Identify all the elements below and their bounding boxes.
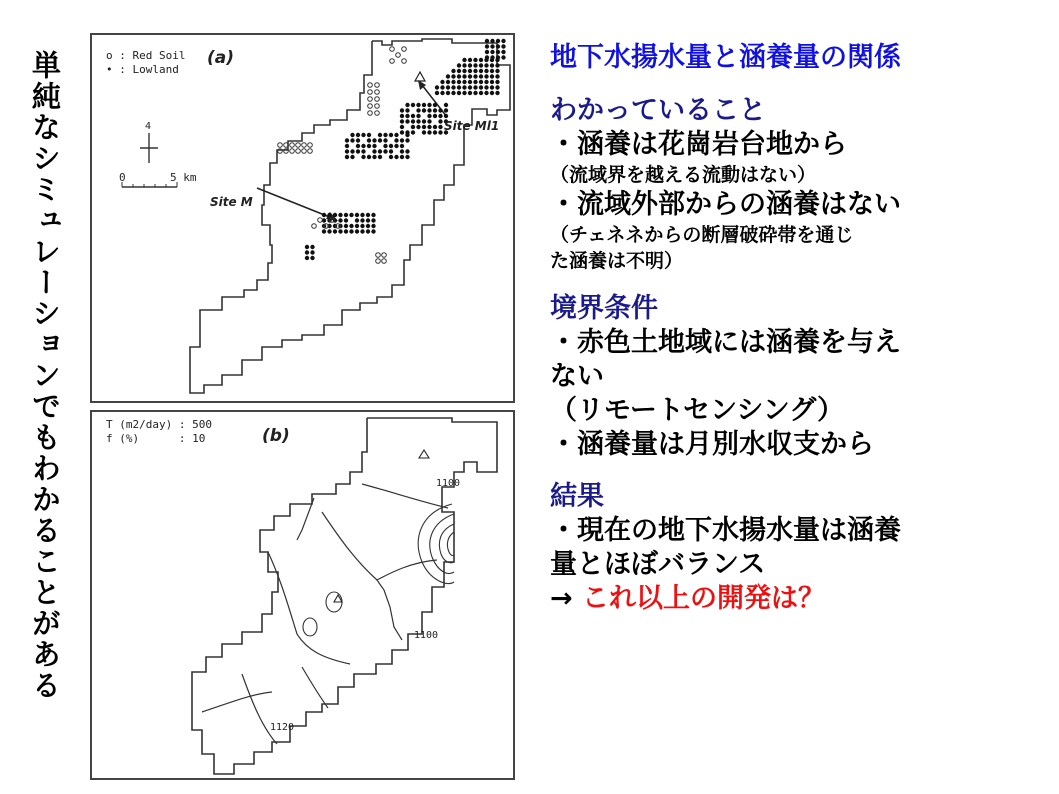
map-dot — [495, 80, 499, 84]
map-dot — [438, 114, 442, 118]
map-dot — [468, 69, 472, 73]
map-dot — [496, 50, 500, 54]
map-dot — [427, 108, 431, 112]
map-dot — [427, 125, 431, 129]
map-dot — [473, 74, 477, 78]
map-dot — [490, 80, 494, 84]
slide-heading: 地下水揚水量と涵養量の関係 — [550, 42, 901, 73]
map-dot — [495, 63, 499, 67]
map-dot — [485, 39, 489, 43]
map-dot — [484, 69, 488, 73]
map-dot — [367, 133, 371, 137]
map-dot — [372, 149, 376, 153]
map-dot — [367, 138, 371, 142]
map-dot — [394, 155, 398, 159]
map-dot — [394, 144, 398, 148]
map-dot — [435, 91, 439, 95]
map-dot — [290, 143, 295, 148]
map-dot — [383, 138, 387, 142]
map-dot — [490, 63, 494, 67]
map-dot — [501, 55, 505, 59]
map-dot — [278, 143, 283, 148]
map-dot — [360, 218, 364, 222]
lowland-dots — [278, 39, 506, 263]
map-dot — [355, 229, 359, 233]
map-dot — [345, 144, 349, 148]
map-dot — [405, 103, 409, 107]
map-dot — [438, 119, 442, 123]
map-dot — [427, 114, 431, 118]
map-dot — [372, 138, 376, 142]
map-dot — [322, 229, 326, 233]
map-dot — [356, 144, 360, 148]
contour-map-b — [92, 412, 513, 778]
map-dot — [440, 85, 444, 89]
map-dot — [422, 119, 426, 123]
map-dot — [462, 69, 466, 73]
map-dot — [368, 97, 373, 102]
map-dot — [485, 55, 489, 59]
site-ml1-label: Site Ml1 — [444, 119, 500, 133]
map-dot — [490, 39, 494, 43]
site-m-label: Site M — [210, 195, 253, 209]
map-dot — [349, 224, 353, 228]
map-dot — [496, 44, 500, 48]
map-dot — [375, 111, 380, 116]
known-item-1: ・涵養は花崗岩台地から — [550, 129, 847, 160]
map-dot — [438, 108, 442, 112]
map-dot — [411, 119, 415, 123]
map-dot — [490, 69, 494, 73]
map-dot — [422, 130, 426, 134]
map-dot — [372, 155, 376, 159]
map-dot — [462, 74, 466, 78]
map-dot — [495, 74, 499, 78]
figure-letter-a: (a) — [207, 48, 235, 68]
map-dot — [290, 149, 295, 154]
map-dot — [462, 58, 466, 62]
map-dot — [390, 47, 395, 52]
map-dot — [468, 74, 472, 78]
map-dot — [344, 218, 348, 222]
map-dot — [383, 149, 387, 153]
map-dot — [389, 155, 393, 159]
map-dot — [484, 74, 488, 78]
map-dot — [305, 250, 309, 254]
map-dot — [396, 53, 401, 58]
result-question: これ以上の開発は？ — [582, 583, 826, 614]
scale-zero: 0 — [119, 171, 126, 184]
map-dot — [479, 63, 483, 67]
map-dot — [411, 130, 415, 134]
map-dot — [468, 85, 472, 89]
map-dot — [361, 144, 365, 148]
map-dot — [400, 125, 404, 129]
map-dot — [372, 144, 376, 148]
map-dot — [400, 119, 404, 123]
map-dot — [327, 213, 331, 217]
map-dot — [473, 85, 477, 89]
contour-label-top: 1100 — [436, 478, 461, 489]
map-dot — [433, 125, 437, 129]
map-dot — [451, 80, 455, 84]
map-dot — [344, 213, 348, 217]
map-dot — [405, 119, 409, 123]
map-dot — [468, 63, 472, 67]
map-dot — [389, 144, 393, 148]
map-dot — [490, 55, 494, 59]
map-dot — [405, 133, 409, 137]
contour-label-bottom: 1120 — [270, 722, 295, 733]
map-dot — [433, 108, 437, 112]
map-dot — [378, 155, 382, 159]
map-dot — [457, 74, 461, 78]
map-dot — [310, 250, 314, 254]
map-dot — [361, 155, 365, 159]
map-dot — [400, 144, 404, 148]
map-dot — [308, 149, 313, 154]
map-dot — [440, 80, 444, 84]
map-dot — [367, 155, 371, 159]
map-dot — [375, 97, 380, 102]
map-dot — [438, 130, 442, 134]
map-dot — [473, 69, 477, 73]
map-dot — [433, 130, 437, 134]
map-dot — [383, 133, 387, 137]
map-dot — [302, 143, 307, 148]
map-dot — [485, 50, 489, 54]
map-dot — [400, 130, 404, 134]
map-dot — [444, 114, 448, 118]
map-dot — [375, 90, 380, 95]
map-dot — [327, 229, 331, 233]
map-dot — [322, 213, 326, 217]
map-dot — [411, 125, 415, 129]
map-dot — [473, 63, 477, 67]
map-dot — [495, 69, 499, 73]
map-dot — [438, 125, 442, 129]
map-dot — [308, 143, 313, 148]
map-dot — [440, 91, 444, 95]
map-dot — [400, 155, 404, 159]
map-dot — [451, 85, 455, 89]
param-transmissivity: T (m2/day) : 500 — [106, 418, 212, 431]
map-dot — [394, 138, 398, 142]
map-dot — [338, 218, 342, 222]
map-dot — [338, 213, 342, 217]
map-dot — [479, 69, 483, 73]
map-dot — [356, 133, 360, 137]
map-dot — [416, 103, 420, 107]
map-dot — [345, 138, 349, 142]
map-dot — [446, 80, 450, 84]
map-dot — [368, 90, 373, 95]
map-dot — [296, 149, 301, 154]
map-dot — [375, 83, 380, 88]
map-dot — [355, 213, 359, 217]
legend-lowland: • : Lowland — [106, 63, 179, 76]
map-figure-b — [90, 410, 515, 780]
map-dot — [389, 133, 393, 137]
map-dot — [451, 69, 455, 73]
map-dot — [305, 256, 309, 260]
result-item-2 — [550, 582, 1050, 616]
map-dot — [457, 91, 461, 95]
map-dot — [350, 155, 354, 159]
map-dot — [400, 114, 404, 118]
map-dot — [473, 80, 477, 84]
map-dot — [405, 138, 409, 142]
map-dot — [422, 125, 426, 129]
map-dot — [496, 39, 500, 43]
map-dot — [382, 253, 387, 258]
map-dot — [312, 224, 317, 229]
map-dot — [349, 213, 353, 217]
map-dot — [411, 114, 415, 118]
map-dot — [468, 91, 472, 95]
slide-text — [550, 40, 1050, 616]
map-dot — [479, 85, 483, 89]
map-dot — [490, 50, 494, 54]
legend-red-soil: o : Red Soil — [106, 49, 186, 62]
map-dot — [444, 103, 448, 107]
map-dot — [479, 80, 483, 84]
map-dot — [495, 91, 499, 95]
map-dot — [435, 85, 439, 89]
map-dot — [433, 114, 437, 118]
boundary-item-1c: （リモートセンシング） — [550, 395, 845, 426]
map-dot — [402, 47, 407, 52]
map-dot — [350, 133, 354, 137]
map-dot — [333, 229, 337, 233]
map-dot — [422, 103, 426, 107]
map-dot — [360, 213, 364, 217]
map-dot — [310, 245, 314, 249]
result-item-1b: 量とほぼバランス — [550, 549, 766, 580]
map-dot — [368, 104, 373, 109]
map-dot — [366, 213, 370, 217]
map-dot — [416, 114, 420, 118]
map-dot — [355, 224, 359, 228]
known-item-1-note: （流域界を越える流動はない） — [550, 164, 817, 186]
map-dot — [444, 108, 448, 112]
map-dot — [296, 143, 301, 148]
map-dot — [501, 50, 505, 54]
map-dot — [375, 104, 380, 109]
known-item-2-note-a: （チェネネからの断層破砕帯を通じ — [550, 224, 854, 246]
map-dot — [400, 108, 404, 112]
map-dot — [368, 111, 373, 116]
figure-letter-b: (b) — [262, 426, 290, 446]
map-dot — [371, 229, 375, 233]
map-dot — [302, 149, 307, 154]
map-dot — [345, 149, 349, 153]
map-dot — [462, 63, 466, 67]
map-dot — [350, 149, 354, 153]
map-dot — [318, 218, 323, 223]
map-dot — [416, 108, 420, 112]
boundary-heading: 境界条件 — [550, 293, 658, 324]
map-dot — [361, 149, 365, 153]
map-dot — [382, 259, 387, 264]
map-dot — [383, 144, 387, 148]
map-dot — [356, 149, 360, 153]
map-dot — [411, 103, 415, 107]
map-dot — [361, 133, 365, 137]
map-dot — [451, 91, 455, 95]
map-dot — [394, 133, 398, 137]
basin-map-a — [92, 35, 513, 401]
map-dot — [400, 149, 404, 153]
map-dot — [485, 44, 489, 48]
map-dot — [446, 74, 450, 78]
map-dot — [468, 80, 472, 84]
map-dot — [496, 55, 500, 59]
map-dot — [462, 91, 466, 95]
map-dot — [338, 229, 342, 233]
map-dot — [446, 91, 450, 95]
map-dot — [501, 44, 505, 48]
map-dot — [390, 59, 395, 64]
map-dot — [490, 74, 494, 78]
map-dot — [468, 58, 472, 62]
map-dot — [427, 119, 431, 123]
map-dot — [333, 213, 337, 217]
result-item-1a: ・現在の地下水揚水量は涵養 — [550, 515, 901, 546]
map-dot — [378, 149, 382, 153]
boundary-item-1a: ・赤色土地域には涵養を与え — [550, 327, 901, 358]
map-dot — [427, 130, 431, 134]
map-dot — [360, 224, 364, 228]
map-dot — [405, 108, 409, 112]
map-dot — [462, 80, 466, 84]
boundary-item-1b: ない — [550, 361, 604, 392]
map-dot — [356, 138, 360, 142]
map-dot — [422, 108, 426, 112]
map-dot — [416, 125, 420, 129]
map-dot — [371, 213, 375, 217]
map-dot — [479, 91, 483, 95]
map-dot — [376, 253, 381, 258]
map-dot — [457, 63, 461, 67]
map-dot — [371, 224, 375, 228]
scale-km: 5 km — [170, 171, 197, 184]
map-dot — [490, 85, 494, 89]
map-dot — [457, 80, 461, 84]
known-item-2-note-b: た涵養は不明） — [550, 250, 684, 272]
arrow-icon: → — [550, 583, 583, 614]
map-dot — [376, 259, 381, 264]
map-dot — [400, 138, 404, 142]
map-dot — [310, 256, 314, 260]
map-dot — [473, 91, 477, 95]
map-dot — [457, 85, 461, 89]
contour-label-mid: 1100 — [414, 630, 439, 641]
map-dot — [484, 91, 488, 95]
map-dot — [366, 229, 370, 233]
map-figure-a — [90, 33, 515, 403]
map-dot — [405, 155, 409, 159]
map-dot — [349, 229, 353, 233]
map-dot — [433, 103, 437, 107]
map-dot — [479, 74, 483, 78]
map-dot — [495, 85, 499, 89]
map-dot — [402, 59, 407, 64]
map-dot — [416, 119, 420, 123]
map-dot — [405, 149, 409, 153]
map-dot — [355, 218, 359, 222]
map-dot — [451, 74, 455, 78]
map-dot — [501, 39, 505, 43]
map-dot — [366, 224, 370, 228]
map-dot — [473, 58, 477, 62]
map-dot — [366, 218, 370, 222]
map-dot — [344, 224, 348, 228]
map-dot — [479, 58, 483, 62]
map-dot — [344, 229, 348, 233]
map-dot — [371, 218, 375, 222]
map-dot — [350, 138, 354, 142]
map-dot — [378, 133, 382, 137]
boundary-item-2: ・涵養量は月別水収支から — [550, 429, 874, 460]
map-dot — [490, 91, 494, 95]
known-heading: わかっていること — [550, 95, 766, 126]
map-dot — [462, 85, 466, 89]
map-dot — [367, 144, 371, 148]
map-dot — [446, 85, 450, 89]
map-dot — [484, 63, 488, 67]
map-dot — [484, 85, 488, 89]
map-dot — [368, 83, 373, 88]
map-dot — [405, 114, 409, 118]
map-dot — [360, 229, 364, 233]
map-dot — [389, 149, 393, 153]
vertical-slide-title: 単純なシミュレーションでもわかることがある — [28, 50, 62, 701]
map-dot — [457, 69, 461, 73]
map-dot — [484, 80, 488, 84]
known-item-2: ・流域外部からの涵養はない — [550, 189, 901, 220]
map-dot — [427, 103, 431, 107]
map-dot — [345, 155, 349, 159]
map-dot — [378, 138, 382, 142]
param-recharge-fraction: f (%) : 10 — [106, 432, 206, 445]
map-dot — [490, 44, 494, 48]
north-label: 4 — [145, 121, 152, 132]
result-heading: 結果 — [550, 481, 604, 512]
map-dot — [305, 245, 309, 249]
